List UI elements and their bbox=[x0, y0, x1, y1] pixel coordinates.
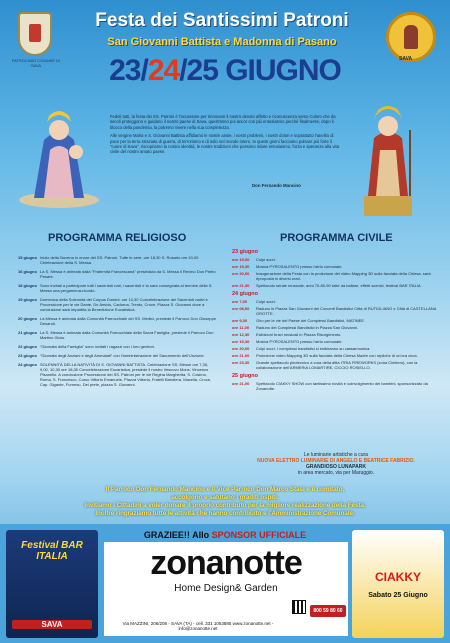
civil-program-time: ore 21,00 bbox=[232, 381, 250, 386]
religious-program-date: 22 giugno bbox=[18, 344, 37, 349]
religious-program-item bbox=[18, 353, 218, 358]
civil-program-text: Spettacolo serale musicale, anni 70-80-90 tutte da ballare, effetti scenici, festival BAR ITALIA. bbox=[256, 283, 422, 288]
civil-program-item bbox=[232, 271, 440, 281]
civil-program-text: Proiezione video Mapping 3D sulla facciata della Chiesa Madre con repliche di un'ora circa. bbox=[256, 353, 418, 358]
civil-program-text: Colpi scuri. bbox=[256, 257, 276, 262]
page-subtitle: San Giovanni Battista e Madonna di Pasano bbox=[107, 36, 337, 48]
civil-program-text: Inaugurazione della Festa con la proiezione del video Mapping 3D sulla facciata della Chiesa, sarà riproposta in diversi orari. bbox=[256, 271, 431, 281]
sponsor-logo: zonanotte bbox=[150, 544, 302, 582]
civil-program-item bbox=[232, 299, 440, 304]
civil-program-item bbox=[232, 381, 440, 391]
religious-program-date: 24 giugno bbox=[18, 362, 37, 367]
ciakky-show-ad bbox=[352, 530, 444, 638]
civil-program-item bbox=[232, 332, 440, 337]
lights-notice bbox=[232, 452, 440, 476]
religious-program-item bbox=[18, 330, 218, 340]
civil-program-item bbox=[232, 346, 440, 351]
civil-program-time: ore 20,00 bbox=[232, 346, 250, 351]
festival-bar-ad-place: SAVA bbox=[12, 620, 92, 629]
civil-program-item bbox=[232, 318, 440, 323]
sponsor-phone: 800 59 80 60 bbox=[310, 605, 346, 617]
sponsor-title-b: SPONSOR UFFICIALE bbox=[211, 530, 307, 540]
thanks-line: Inoltre ringraziamo tutte le attività che hanno contribuito e l'Amministrazione Comunale. bbox=[95, 510, 355, 517]
dates-part-b: 24 bbox=[147, 54, 180, 87]
municipal-crest-icon bbox=[18, 12, 52, 56]
thanks-line: accolgono e salutano i graditi ospiti. bbox=[171, 494, 279, 501]
civil-program-item bbox=[232, 360, 440, 370]
lights-line: Le luminarie artistiche a cura bbox=[304, 452, 368, 458]
religious-program-item bbox=[18, 269, 218, 279]
intro-paragraph: Fedeli tutti, la festa dei SS. Patroni è l'occasione per rinnovare il nostro devoto affetto e riconoscenza verso Coloro che da secoli proteggono e guidano il nostro paese di Sava, quest'anno poi ancor con più entusiasmo perché finalmente, dopo il blocco della pandemia, la potremo vivere nella sua completezza. bbox=[110, 114, 336, 130]
civil-program-item bbox=[232, 283, 440, 288]
religious-program-date: 21 giugno bbox=[18, 330, 37, 335]
ciakky-ad-date: Sabato 25 Giugno bbox=[368, 592, 428, 599]
religious-program-date: 18 giugno bbox=[18, 283, 37, 288]
badge-text: SAVA bbox=[399, 56, 413, 62]
religious-program-item bbox=[18, 255, 218, 265]
civil-program-day: 25 giugno bbox=[232, 373, 258, 379]
civil-program-text: Colpi scuri. bbox=[256, 299, 276, 304]
civil-program-time: ore 23,30 bbox=[232, 360, 250, 365]
lights-line: in area mercato, via per Maruggio. bbox=[297, 470, 375, 476]
thanks-line: Il Parroco Don Fernando Mancino e il Vice Parroco Don Marco Stasi e il comitato, bbox=[105, 486, 345, 493]
sponsor-title-a: GRAZIEE!! Allo bbox=[143, 530, 212, 540]
intro-paragraph: Alle vergine Maria e S. Giovanni Battista affidiamo le nostre ansie, i nostri problemi, i nostri dolori e soprattutto l'anelito di pace per la terra straziata di guerra, di terrorismo e di odio nel mondo intero. In questi giorni facciamo pulsare più forte il "cuore di Sava", riscopriamo la nostra identità, le nostre tradizioni che possono ridare entusiasmo, forza e speranza alla vita civile del nostro amato paese. bbox=[110, 133, 339, 155]
sponsor-title bbox=[100, 530, 350, 540]
religious-program-list bbox=[18, 255, 218, 391]
civil-program-time: ore 19,30 bbox=[232, 339, 250, 344]
festival-dates bbox=[90, 54, 360, 88]
civil-program-heading: PROGRAMMA CIVILE bbox=[280, 232, 393, 244]
civil-program-time: ore 19,30 bbox=[232, 264, 250, 269]
civil-program-text: Colpi scuri. I complessi bandistici si esibiranno su cassarmonica. bbox=[256, 346, 371, 351]
religious-program-item bbox=[18, 297, 218, 312]
intro-signature: Don Fernando Mancino bbox=[252, 183, 301, 188]
religious-program-item bbox=[18, 362, 218, 387]
religious-program-item bbox=[18, 344, 218, 349]
civil-program-time: ore 9,30 bbox=[232, 318, 248, 323]
religious-program-item bbox=[18, 316, 218, 326]
civil-program-time: ore 20,00 bbox=[232, 271, 250, 276]
qr-code-icon bbox=[292, 600, 306, 614]
civil-program-text: Spettacolo CIAKKY SHOW con tantissimo novità e coinvolgimento dei bambini, sponsorizzato da Zonanotte. bbox=[256, 381, 428, 391]
religious-program-item bbox=[18, 283, 218, 293]
civil-program-time: ore 19,00 bbox=[232, 257, 250, 262]
saint-john-statue-icon bbox=[338, 100, 438, 218]
sponsor-address: Via MAZZINI, 206/208 - SAVA (TA) - cell. 331 1053885 www.zonanotte.net - info@zonanotte.net bbox=[122, 621, 274, 631]
civil-program-day: 23 giugno bbox=[232, 249, 258, 255]
lights-line: GRANDIOSO LUNAPARK bbox=[306, 464, 366, 470]
religious-program-text: Inizio della Novena in onore del SS. Patroni. Tutte le sere: ore 18,30 S. Rosario ore 19,00 Celebrazione della S. Messa. bbox=[40, 255, 199, 265]
religious-program-date: 19 giugno bbox=[18, 297, 37, 302]
religious-program-text: Sono invitati a partecipare tutti i sacerdoti nati, i sacerdoti e la sarà consegnata al termine della S. Messa una pergamena-ricordo. bbox=[40, 283, 213, 293]
civil-program-text: Grande spettacolo pirotecnico a cura della ditta ITRIA FIREWORKS (zona Cimitero), con la collaborazione dell'ARMERIA LOMARTIRE, CICCIO ROSIELLO. bbox=[256, 360, 418, 370]
religious-program-date: 20 giugno bbox=[18, 316, 37, 321]
religious-program-date: 15 giugno bbox=[18, 255, 37, 260]
civil-program-item bbox=[232, 325, 440, 330]
madonna-statue-icon bbox=[14, 100, 104, 210]
religious-program-text: "Giornata degli Anziani e degli Ammalati" con l'amministrazione del Sacramento dell'Unzione. bbox=[40, 353, 205, 358]
civil-program-item bbox=[232, 353, 440, 358]
religious-program-text: La Messa è animata dalla Comunità Parrocchiale dei SS. Medici, presiede il Parroco Don Giuseppe Desandi. bbox=[40, 316, 217, 326]
intro-text bbox=[110, 114, 340, 158]
religious-program-text: Domenica della Solennità del Corpus Domini: ore 10,30 Concelebrazione dei Sacerdoti nativi e Processione per le vie Dante, De Amicis, Cadorna, Trento, Croce, Piazza S. Giovanni dove a conclusione sarà impartita la Benedizione Eucaristica. bbox=[40, 297, 208, 312]
civil-program-text: Mostra PYROSALENTO presso l'atrio comunale. bbox=[256, 264, 343, 269]
civil-program-time: ore 21,30 bbox=[232, 283, 250, 288]
civil-program-time: ore 08,00 bbox=[232, 306, 250, 311]
lights-line: NUOVA ELETTRO LUMINARIE DI ANGELO E BEATRICE FABRIZIO. bbox=[257, 458, 415, 464]
civil-program-item bbox=[232, 264, 440, 269]
civil-program-day: 24 giugno bbox=[232, 291, 258, 297]
civil-program-text: Raduno in Piazza San Giovanni dei Concerti Bandistici Città di RUTIGLIANO e Città di CASTELLANA GROTTE. bbox=[256, 306, 437, 316]
thanks-message bbox=[0, 486, 450, 518]
civil-program-time: ore 7,00 bbox=[232, 299, 248, 304]
religious-program-text: La S. Messa è animata dalla Comunità Parrocchiale della Sacra Famiglia, presiede il Parroco Don Martino Gioia. bbox=[40, 330, 214, 340]
civil-program-text: Mostra PYROSALENTO presso l'atrio comunale. bbox=[256, 339, 343, 344]
civil-program-time: ore 11,00 bbox=[232, 325, 250, 330]
sponsor-tagline: Home Design& Garden bbox=[174, 583, 278, 594]
page-title: Festa dei Santissimi Patroni bbox=[95, 10, 349, 31]
civil-program-text: Raduno dei Complessi Bandistici in Piazza San Giovanni. bbox=[256, 325, 359, 330]
thanks-line: Invitiamo i Cittadini a voler donare il proprio contributo per la migliore realizzazione della Festa. bbox=[84, 502, 366, 509]
civil-program-item bbox=[232, 306, 440, 316]
dates-part-c: /25 GIUGNO bbox=[179, 54, 341, 87]
civil-program-item bbox=[232, 257, 440, 262]
religious-program-text: SOLENNITÀ DELLA NATIVITÀ DI S. GIOVANNI BATTISTA. Celebrazione SS. Messe ore 7,30, 9,00, 10,30 ore 18,30 Concelebrazione Eucaristica, presiede il nostro Vescovo Mons. Vincenzo Pisanello. A conclusione Processione dei SS. Patroni per le vie Regina Margherita, S. Cosimo, Roma, S. Francesco, Corso Vittorio Emanuele, Piazza Vittoria, Fratelli Bandiera, Macella, Croce, Cap. Gigante, Furnesu, Del prete, piazza S. Giovanni. bbox=[40, 362, 212, 387]
civil-program-text: Esibizioni bravi musicali in Piazza Risorgimento. bbox=[256, 332, 342, 337]
civil-program-time: ore 21,00 bbox=[232, 353, 250, 358]
dates-part-a: 23/ bbox=[109, 54, 148, 87]
religious-program-date: 23 giugno bbox=[18, 353, 37, 358]
civil-program-text: Giro per le vie del Paese dei Complessi Bandistici, MATINEE. bbox=[256, 318, 366, 323]
civil-program-list bbox=[232, 246, 440, 393]
ciakky-ad-title: CIAKKY bbox=[374, 570, 421, 584]
religious-program-text: "Giornata della Famiglia" sono invitati i ragazzi con i loro genitori. bbox=[40, 344, 155, 349]
crest-caption: PATROCINIO COMUNE DI SAVA bbox=[11, 58, 61, 68]
civil-program-time: ore 12,30 bbox=[232, 332, 250, 337]
religious-program-text: La S. Messa è animata dalla "Fraternità Francescana" presieduta da S. Messa il Revmo Don Pietro Pesare. bbox=[40, 269, 216, 279]
religious-program-heading: PROGRAMMA RELIGIOSO bbox=[48, 232, 187, 244]
committee-badge-icon bbox=[386, 12, 436, 62]
festival-bar-ad-title: Festival BAR ITALIA bbox=[21, 540, 83, 562]
civil-program-item bbox=[232, 339, 440, 344]
religious-program-date: 16 giugno bbox=[18, 269, 37, 274]
